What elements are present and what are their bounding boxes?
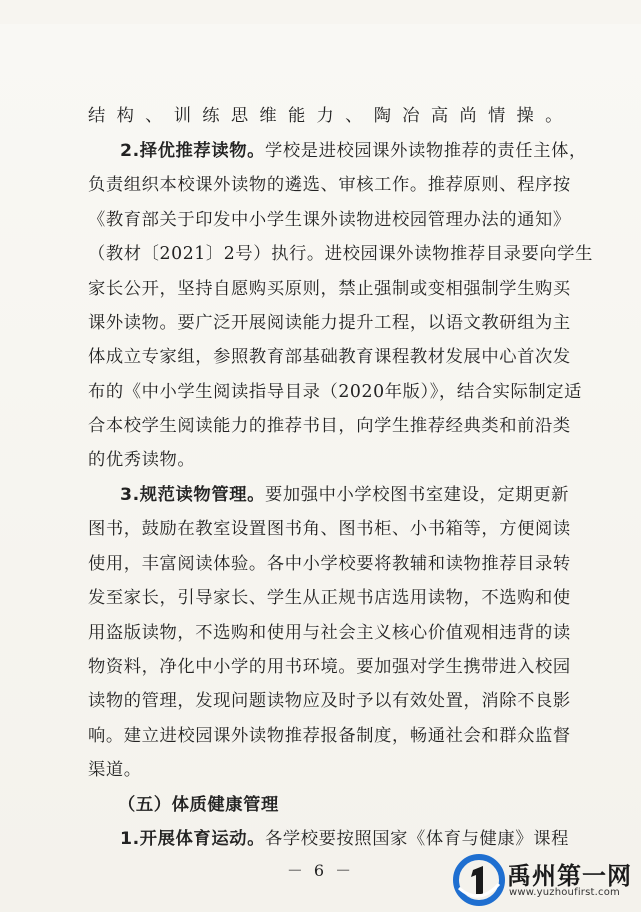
text-line-5: （教材〔2021〕2号）执行。进校园课外读物推荐目录要向学生 bbox=[88, 244, 594, 264]
text-line-1: 结构、训练思维能力、陶冶高尚情操。 bbox=[88, 106, 563, 126]
text-line-6: 家长公开，坚持自愿购买原则，禁止强制或变相强制学生购买 bbox=[88, 279, 571, 299]
text-line-15: 发至家长，引导家长、学生从正规书店选用读物，不选购和使 bbox=[88, 588, 571, 608]
text-line-13: 图书，鼓励在教室设置图书角、图书柜、小书箱等，方便阅读 bbox=[88, 519, 571, 539]
text-line-17: 物资料，净化中小学的用书环境。要加强对学生携带进入校园 bbox=[88, 657, 571, 677]
site-logo-icon bbox=[453, 854, 505, 906]
item-title-1: 1.开展体育运动。 bbox=[120, 829, 265, 849]
text-line-3: 负责组织本校课外读物的遴选、审核工作。推荐原则、程序按 bbox=[88, 175, 571, 195]
text-line-9: 布的《中小学生阅读指导目录（2020年版）》，结合实际制定适 bbox=[88, 382, 583, 402]
text-line-12: 3.规范读物管理。要加强中小学校图书室建设，定期更新 bbox=[120, 485, 569, 505]
text-line-18: 读物的管理，发现问题读物应及时予以有效处置，消除不良影 bbox=[88, 691, 571, 711]
site-watermark bbox=[451, 852, 637, 908]
item-title-2: 2.择优推荐读物。 bbox=[120, 141, 265, 161]
site-name: 禹州第一网 bbox=[507, 862, 632, 890]
text-line-4: 《教育部关于印发中小学生课外读物进校园管理办法的通知》 bbox=[88, 210, 571, 230]
text-line-14: 使用，丰富阅读体验。各中小学校要将教辅和读物推荐目录转 bbox=[88, 554, 571, 574]
text-line-11: 的优秀读物。 bbox=[88, 450, 196, 470]
site-url: www.yuzhoufirst.com bbox=[509, 887, 620, 898]
text-line-22: 1.开展体育运动。各学校要按照国家《体育与健康》课程 bbox=[120, 829, 569, 849]
text-line-2: 2.择优推荐读物。学校是进校园课外读物推荐的责任主体， bbox=[120, 141, 587, 161]
section-heading: （五）体质健康管理 bbox=[118, 795, 279, 815]
item-title-3: 3.规范读物管理。 bbox=[120, 485, 265, 505]
text-line-10: 合本校学生阅读能力的推荐书目，向学生推荐经典类和前沿类 bbox=[88, 416, 571, 436]
text-line-16: 用盗版读物，不选购和使用与社会主义核心价值观相违背的读 bbox=[88, 623, 571, 643]
text-line-7: 课外读物。要广泛开展阅读能力提升工程，以语文教研组为主 bbox=[88, 313, 571, 333]
text-line-20: 渠道。 bbox=[88, 760, 142, 780]
page-number: － 6 － bbox=[286, 861, 355, 880]
text-line-19: 响。建立进校园课外读物推荐报备制度，畅通社会和群众监督 bbox=[88, 726, 571, 746]
text-line-8: 体成立专家组，参照教育部基础教育课程教材发展中心首次发 bbox=[88, 347, 571, 367]
